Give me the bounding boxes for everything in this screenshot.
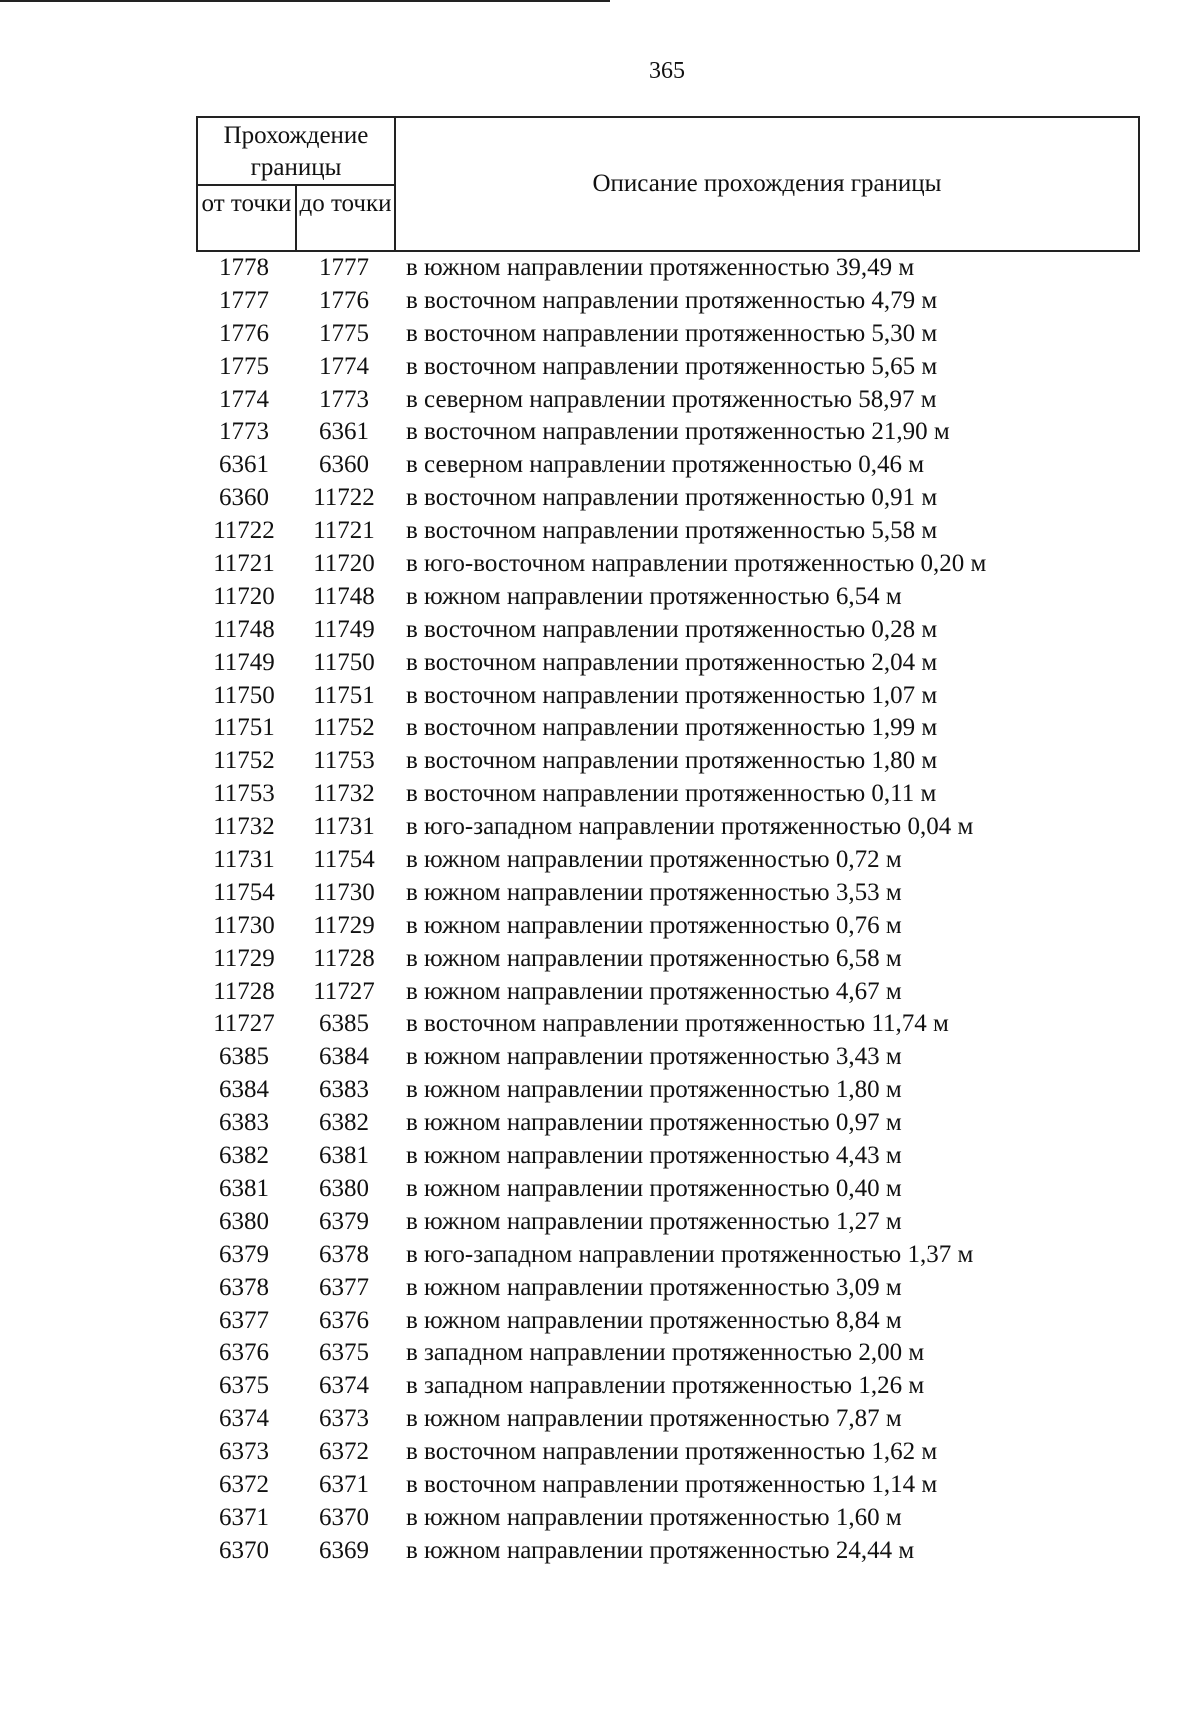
- from-point: 6378: [219, 1273, 269, 1301]
- boundary-description: в восточном направлении протяженностью 1,07 м: [406, 681, 938, 709]
- boundary-description: в южном направлении протяженностью 0,40 м: [406, 1174, 902, 1202]
- table-row: [0, 1107, 1200, 1140]
- from-point: 11754: [213, 878, 275, 906]
- from-point: 11749: [213, 648, 275, 676]
- to-point: 11729: [313, 911, 375, 939]
- boundary-description: в южном направлении протяженностью 0,72 м: [406, 846, 902, 874]
- table-row: [0, 449, 1200, 482]
- to-point: 6361: [319, 418, 369, 446]
- to-point: 6371: [319, 1470, 369, 1498]
- to-point: 6372: [319, 1438, 369, 1466]
- to-point: 1774: [319, 352, 369, 380]
- header-description-title: Описание прохождения границы: [592, 170, 942, 197]
- table-row: [0, 976, 1200, 1009]
- table-row: [0, 1436, 1200, 1469]
- boundary-description: в восточном направлении протяженностью 1,99 м: [406, 714, 938, 742]
- table-row: [0, 1535, 1200, 1568]
- to-point: 6375: [319, 1339, 369, 1367]
- table-row: [0, 548, 1200, 581]
- table-row: [0, 252, 1200, 285]
- boundary-description: в восточном направлении протяженностью 11,74 м: [406, 1010, 949, 1038]
- table-row: [0, 1305, 1200, 1338]
- boundary-description: в южном направлении протяженностью 6,58 м: [406, 944, 902, 972]
- table-row: [0, 1502, 1200, 1535]
- from-point: 6370: [219, 1536, 269, 1564]
- table-row: [0, 910, 1200, 943]
- from-point: 6381: [219, 1174, 269, 1202]
- table-row: [0, 844, 1200, 877]
- from-point: 6373: [219, 1438, 269, 1466]
- from-point: 1775: [219, 352, 269, 380]
- table-row: [0, 680, 1200, 713]
- from-point: 6384: [219, 1076, 269, 1104]
- from-point: 6380: [219, 1207, 269, 1235]
- to-point: 6379: [319, 1207, 369, 1235]
- from-point: 1778: [219, 254, 269, 281]
- from-point: 11728: [213, 977, 275, 1005]
- boundary-description: в южном направлении протяженностью 7,87 м: [406, 1405, 902, 1433]
- to-point: 11753: [313, 747, 375, 775]
- to-point: 11754: [313, 846, 375, 874]
- table-row: [0, 778, 1200, 811]
- table-row: [0, 581, 1200, 614]
- to-point: 11730: [313, 878, 375, 906]
- to-point: 6373: [319, 1405, 369, 1433]
- from-point: 11751: [213, 714, 275, 742]
- from-point: 6379: [219, 1240, 269, 1268]
- boundary-description: в восточном направлении протяженностью 0,11 м: [406, 780, 937, 808]
- boundary-description: в юго-западном направлении протяженностью 1,37 м: [406, 1240, 974, 1268]
- from-point: 6360: [219, 484, 269, 512]
- from-point: 11731: [213, 846, 275, 874]
- table-row: [0, 482, 1200, 515]
- table-header: [196, 116, 1140, 252]
- to-point: 6378: [319, 1240, 369, 1268]
- table-row: [0, 712, 1200, 745]
- from-point: 11748: [213, 615, 275, 643]
- to-point: 11728: [313, 944, 375, 972]
- to-point: 6377: [319, 1273, 369, 1301]
- table-row: [0, 1239, 1200, 1272]
- to-point: 1777: [319, 254, 369, 281]
- to-point: 6370: [319, 1503, 369, 1531]
- boundary-description: в восточном направлении протяженностью 1,62 м: [406, 1438, 938, 1466]
- boundary-description: в южном направлении протяженностью 1,27 м: [406, 1207, 902, 1235]
- from-point: 6375: [219, 1372, 269, 1400]
- table-row: [0, 1469, 1200, 1502]
- table-row: [0, 1008, 1200, 1041]
- header-divider-group: [198, 184, 394, 186]
- table-row: [0, 1140, 1200, 1173]
- from-point: 11730: [213, 911, 275, 939]
- boundary-description: в восточном направлении протяженностью 5,58 м: [406, 517, 938, 545]
- boundary-description: в южном направлении протяженностью 0,97 м: [406, 1109, 902, 1137]
- boundary-description: в восточном направлении протяженностью 5,30 м: [406, 319, 938, 347]
- from-point: 11732: [213, 813, 275, 841]
- table-row: [0, 1370, 1200, 1403]
- from-point: 6383: [219, 1109, 269, 1137]
- from-point: 6382: [219, 1142, 269, 1170]
- from-point: 1774: [219, 385, 269, 413]
- to-point: 11732: [313, 780, 375, 808]
- table-row: [0, 745, 1200, 778]
- boundary-description: в южном направлении протяженностью 1,80 м: [406, 1076, 902, 1104]
- boundary-description: в восточном направлении протяженностью 5,65 м: [406, 352, 938, 380]
- to-point: 11731: [313, 813, 375, 841]
- from-point: 11753: [213, 780, 275, 808]
- boundary-description: в восточном направлении протяженностью 0,91 м: [406, 484, 938, 512]
- to-point: 6360: [319, 451, 369, 479]
- to-point: 6369: [319, 1536, 369, 1564]
- to-point: 11727: [313, 977, 375, 1005]
- to-point: 11749: [313, 615, 375, 643]
- from-point: 1776: [219, 319, 269, 347]
- to-point: 1776: [319, 286, 369, 314]
- from-point: 1777: [219, 286, 269, 314]
- to-point: 6376: [319, 1306, 369, 1334]
- table-row: [0, 1337, 1200, 1370]
- to-point: 11751: [313, 681, 375, 709]
- table-body: [0, 252, 1200, 1568]
- boundary-description: в восточном направлении протяженностью 21,90 м: [406, 418, 950, 446]
- to-point: 1775: [319, 319, 369, 347]
- boundary-description: в западном направлении протяженностью 2,00 м: [406, 1339, 925, 1367]
- from-point: 6377: [219, 1306, 269, 1334]
- table-row: [0, 1041, 1200, 1074]
- to-point: 6381: [319, 1142, 369, 1170]
- table-row: [0, 384, 1200, 417]
- top-rule: [0, 0, 610, 2]
- boundary-description: в южном направлении протяженностью 39,49 м: [406, 254, 915, 281]
- from-point: 1773: [219, 418, 269, 446]
- from-point: 6372: [219, 1470, 269, 1498]
- to-point: 11721: [313, 517, 375, 545]
- boundary-description: в восточном направлении протяженностью 2,04 м: [406, 648, 938, 676]
- boundary-description: в западном направлении протяженностью 1,26 м: [406, 1372, 925, 1400]
- boundary-description: в восточном направлении протяженностью 0,28 м: [406, 615, 938, 643]
- boundary-description: в южном направлении протяженностью 4,43 м: [406, 1142, 902, 1170]
- to-point: 11722: [313, 484, 375, 512]
- table-row: [0, 1206, 1200, 1239]
- from-point: 6385: [219, 1043, 269, 1071]
- table-row: [0, 943, 1200, 976]
- boundary-description: в юго-восточном направлении протяженностью 0,20 м: [406, 550, 987, 578]
- boundary-description: в южном направлении протяженностью 6,54 м: [406, 582, 902, 610]
- boundary-description: в южном направлении протяженностью 3,09 м: [406, 1273, 902, 1301]
- page-number: 365: [649, 58, 685, 84]
- to-point: 11752: [313, 714, 375, 742]
- from-point: 11727: [213, 1010, 275, 1038]
- boundary-description: в северном направлении протяженностью 58,97 м: [406, 385, 937, 413]
- boundary-description: в южном направлении протяженностью 3,53 м: [406, 878, 902, 906]
- table-row: [0, 515, 1200, 548]
- table-row: [0, 285, 1200, 318]
- from-point: 11722: [213, 517, 275, 545]
- to-point: 6374: [319, 1372, 369, 1400]
- boundary-description: в восточном направлении протяженностью 1,80 м: [406, 747, 938, 775]
- from-point: 6374: [219, 1405, 269, 1433]
- to-point: 11750: [313, 648, 375, 676]
- from-point: 11752: [213, 747, 275, 775]
- boundary-description: в восточном направлении протяженностью 4,79 м: [406, 286, 938, 314]
- from-point: 11721: [213, 550, 275, 578]
- boundary-description: в южном направлении протяженностью 24,44 м: [406, 1536, 915, 1564]
- header-to-label: до точки: [299, 190, 392, 217]
- from-point: 11720: [213, 582, 275, 610]
- boundary-description: в восточном направлении протяженностью 1,14 м: [406, 1470, 938, 1498]
- to-point: 6380: [319, 1174, 369, 1202]
- table-row: [0, 811, 1200, 844]
- boundary-description: в юго-западном направлении протяженностью 0,04 м: [406, 813, 974, 841]
- table-row: [0, 614, 1200, 647]
- from-point: 6371: [219, 1503, 269, 1531]
- table-row: [0, 1173, 1200, 1206]
- table-row: [0, 1074, 1200, 1107]
- boundary-description: в южном направлении протяженностью 1,60 м: [406, 1503, 902, 1531]
- from-point: 11729: [213, 944, 275, 972]
- boundary-description: в южном направлении протяженностью 3,43 м: [406, 1043, 902, 1071]
- from-point: 6376: [219, 1339, 269, 1367]
- header-group-title: Прохождение границы: [223, 122, 369, 181]
- boundary-description: в южном направлении протяженностью 8,84 м: [406, 1306, 902, 1334]
- table-row: [0, 318, 1200, 351]
- boundary-description: в южном направлении протяженностью 0,76 м: [406, 911, 902, 939]
- table-row: [0, 1403, 1200, 1436]
- boundary-description: в южном направлении протяженностью 4,67 м: [406, 977, 902, 1005]
- to-point: 11720: [313, 550, 375, 578]
- to-point: 6383: [319, 1076, 369, 1104]
- boundary-description: в северном направлении протяженностью 0,46 м: [406, 451, 925, 479]
- to-point: 6382: [319, 1109, 369, 1137]
- to-point: 6385: [319, 1010, 369, 1038]
- table-row: [0, 1272, 1200, 1305]
- to-point: 6384: [319, 1043, 369, 1071]
- table-row: [0, 351, 1200, 384]
- header-from-label: от точки: [201, 190, 292, 217]
- from-point: 11750: [213, 681, 275, 709]
- from-point: 6361: [219, 451, 269, 479]
- table-row: [0, 647, 1200, 680]
- to-point: 11748: [313, 582, 375, 610]
- table-row: [0, 877, 1200, 910]
- table-row: [0, 416, 1200, 449]
- to-point: 1773: [319, 385, 369, 413]
